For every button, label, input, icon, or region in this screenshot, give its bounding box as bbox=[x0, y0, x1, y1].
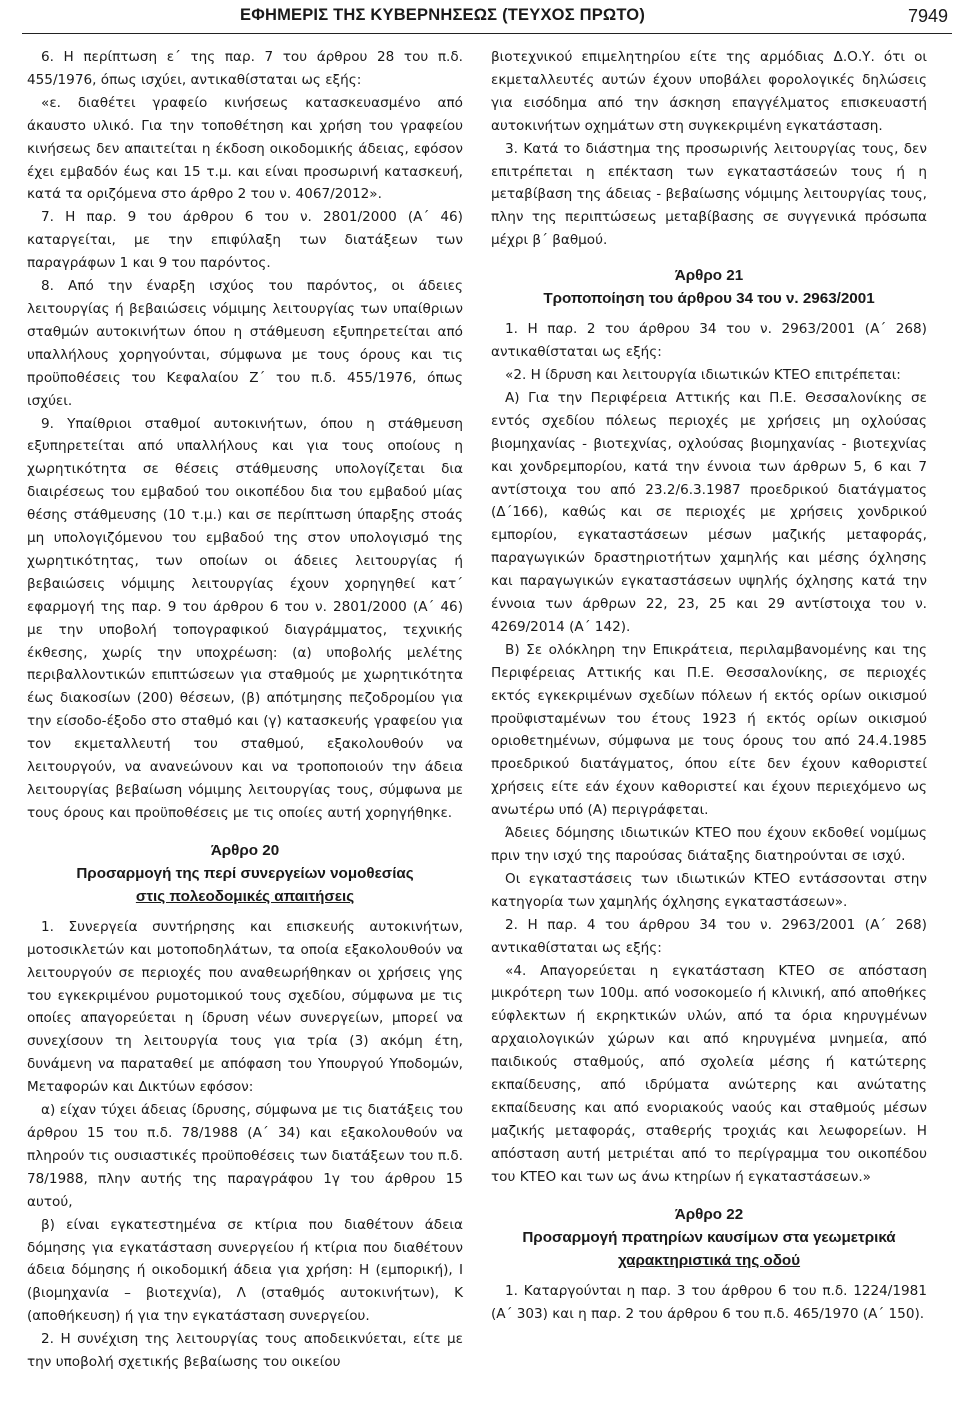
paragraph: 6. Η περίπτωση ε΄ της παρ. 7 του άρθρου 28 του π.δ. 455/1976, όπως ισχύει, αντικαθίσταται ως εξής: bbox=[27, 49, 463, 88]
article-21-number: Άρθρο 21 bbox=[674, 267, 744, 285]
article-20-number: Άρθρο 20 bbox=[210, 841, 280, 859]
page-header bbox=[0, 6, 960, 26]
paragraph: β) είναι εγκατεστημένα σε κτίρια που διαθέτουν άδεια δόμησης για εγκατάσταση συνεργείου ή κτίρια που διαθέτουν άδεια δόμησης ή οικοδομική άδεια για χρήση: Η (εμπορική), Ι (βιομηχανία – βιοτεχνία), Λ (σταθμός αυτοκινήτων), Κ (αποθήκευση) ή για την εγκατάσταση συνεργείου. bbox=[27, 1216, 463, 1325]
paragraph: 9. Υπαίθριοι σταθμοί αυτοκινήτων, όπου η στάθμευση εξυπηρετείται από υπαλλήλους και για τους οποίους η χωρητικότητα σε θέσεις στάθμευσης υπολογίζεται δια διαιρέσεως του εμβαδού του οικοπέδου δια του εμβαδού μίας θέσης στάθμευσης (10 τ.μ.) και σε περίπτωση ύπαρξης στοάς μη υπολογιζόμενου του εμβαδού της στον υπολογισμό της χωρητικότητας, των οποίων οι άδειες λειτουργίας ή βεβαιώσεις νόμιμης λειτουργίας έχουν χορηγηθεί κατ΄ εφαρμογή της παρ. 9 του άρθρου 6 του ν. 2801/2000 (Α΄ 46) με την υποβολή τοπογραφικού διαγράμματος, τεχνικής έκθεσης, χωρίς την υποχρέωση: (α) υποβολής μελέτης περιβαλλοντικών επιπτώσεων για σταθμούς με χωρητικότητα έως διακοσίων (200) θέσεων, (β) απότμησης πεζοδρομίου για την είσοδο-έξοδο στο σταθμό και (γ) κατασκευής γραφείου για τον εκμεταλλευτή του σταθμού, εξακολουθούν να λειτουργούν, να ανανεώνουν και να τροποποιούν την άδεια λειτουργίας βεβαίωση νόμιμης λειτουργίας τους, σύμφωνα με τους όρους και προϋποθέσεις με τις οποίες αυτή χορηγήθηκε. bbox=[27, 415, 463, 821]
paragraph: 8. Από την έναρξη ισχύος του παρόντος, οι άδειες λειτουργίας ή βεβαιώσεις νόμιμης λειτουργίας των υπαίθριων σταθμών αυτοκινήτων όπου η στάθμευση εξυπηρετείται από υπαλλήλους χορηγούνται, σύμφωνα με τους όρους και τις προϋποθέσεις του Κεφαλαίου Ζ΄ του π.δ. 455/1976, όπως ισχύει. bbox=[27, 278, 463, 409]
paragraph: 7. Η παρ. 9 του άρθρου 6 του ν. 2801/2000 (Α΄ 46) καταργείται, με την επιφύλαξη των διατάξεων των παραγράφων 1 και 9 του παρόντος. bbox=[27, 209, 463, 272]
article-22-number: Άρθρο 22 bbox=[674, 1205, 744, 1223]
left-column bbox=[27, 46, 463, 1374]
article-20-title-line2: στις πολεοδομικές απαιτήσεις bbox=[135, 887, 355, 905]
paragraph: Οι εγκαταστάσεις των ιδιωτικών ΚΤΕΟ εντάσσονται στην κατηγορία των χαμηλής όχλησης εγκαταστάσεων». bbox=[491, 870, 927, 910]
paragraph: 1. Καταργούνται η παρ. 3 του άρθρου 6 του π.δ. 1224/1981 (Α΄ 303) και η παρ. 2 του άρθρου 6 του π.δ. 465/1970 (Α΄ 150). bbox=[491, 1282, 927, 1322]
paragraph: 2. Η παρ. 4 του άρθρου 34 του ν. 2963/2001 (Α΄ 268) αντικαθίσταται ως εξής: bbox=[491, 916, 927, 956]
paragraph: Άδειες δόμησης ιδιωτικών ΚΤΕΟ που έχουν εκδοθεί νομίμως πριν την ισχύ της παρούσας διάταξης διατηρούνται σε ισχύ. bbox=[491, 825, 927, 864]
paragraph: «2. Η ίδρυση και λειτουργία ιδιωτικών ΚΤΕΟ επιτρέπεται: bbox=[505, 366, 901, 383]
paragraph: Β) Σε ολόκληρη την Επικράτεια, περιλαμβανομένης και της Περιφέρειας Αττικής και Π.Ε. Θεσσαλονίκης, σε περιοχές εκτός εγκεκριμένων σχεδίων πόλεων ή εκτός ορίων οικισμού προϋφισταμένων του έτους 1923 ή εκτός ορίων οικισμού οριοθετημένων, σύμφωνα με τους όρους του από 24.4.1985 προεδρικού διατάγματος, όπου είτε δεν έχουν καθοριστεί χρήσεις είτε εάν έχουν καθοριστεί και έχουν περιεχόμενο ως ανωτέρω υπό (Α) περιγράφεται. bbox=[491, 641, 927, 819]
header-divider bbox=[22, 33, 952, 34]
paragraph: «ε. διαθέτει γραφείο κινήσεως κατασκευασμένο από άκαυστο υλικό. Για την τοποθέτηση και χρήση του γραφείου κινήσεως δεν απαιτείται η έκδοση οικοδομικής άδειας, εφόσον έχει εμβαδόν έως και 15 τ.μ. και είναι προσωρινή κατασκευή, κατά τα οριζόμενα στο άρθρο 2 του ν. 4067/2012». bbox=[27, 94, 463, 203]
paragraph: βιοτεχνικού επιμελητηρίου είτε της αρμόδιας Δ.Ο.Υ. ότι οι εκμεταλλευτές αυτών έχουν υποβάλει φορολογικές δηλώσεις για εισόδημα από την άσκηση επαγγέλματος επισκευαστή αυτοκινήτων οχημάτων στη συγκεκριμένη εγκατάσταση. bbox=[491, 49, 927, 134]
paragraph: Α) Για την Περιφέρεια Αττικής και Π.Ε. Θεσσαλονίκης σε εντός σχεδίου πόλεως περιοχές με χρήσεις μη οχλούσας βιομηχανίας - βιοτεχνίας, οχλούσας βιομηχανίας - βιοτεχνίας και χονδρεμπορίου, κατά την έννοια των άρθρων 5, 6 και 7 αντίστοιχα του από 23.2/6.3.1987 προεδρικού διατάγματος (Δ΄166), καθώς και σε περιοχές με χρήσεις χονδρικού εμπορίου, εγκαταστάσεων μέσων μαζικής μεταφοράς, παραγωγικών δραστηριοτήτων χαμηλής και μέσης όχλησης και παραγωγικών εγκαταστάσεων υψηλής όχλησης κατά την έννοια των άρθρων 22, 23, 25 και 29 αντίστοιχα του ν. 4269/2014 (Α΄ 142). bbox=[491, 389, 927, 635]
article-21-title: Τροποποίηση του άρθρου 34 του ν. 2963/2001 bbox=[543, 290, 875, 308]
article-20-title-line1: Προσαρμογή της περί συνεργείων νομοθεσίας bbox=[76, 864, 414, 882]
paragraph: 2. Η συνέχιση της λειτουργίας τους αποδεικνύεται, είτε με την υποβολή σχετικής βεβαίωσης του οικείου bbox=[27, 1331, 463, 1371]
gazette-title: ΕΦΗΜΕΡΙΣ ΤΗΣ ΚΥΒΕΡΝΗΣΕΩΣ (ΤΕΥΧΟΣ ΠΡΩΤΟ) bbox=[240, 6, 646, 24]
paragraph: α) είχαν τύχει άδειας ίδρυσης, σύμφωνα με τις διατάξεις του άρθρου 15 του π.δ. 78/1988 (Α΄ 34) και εξακολουθούν να πληρούν τις ουσιαστικές προϋποθέσεις των διατάξεων του π.δ. 78/1988, πλην αυτής της παραγράφου 1γ του άρθρου 15 αυτού, bbox=[27, 1102, 463, 1210]
paragraph: 1. Συνεργεία συντήρησης και επισκευής αυτοκινήτων, μοτοσικλετών και μοτοποδηλάτων, τα οποία εξακολουθούν να λειτουργούν σε περιοχές που αναθεωρήθηκαν οι χρήσεις γης του εγκεκριμένου ρυμοτομικού τους σχεδίου, σύμφωνα με τις οποίες απαγορεύεται η ίδρυση νέων συνεργείων, μπορεί να συνεχίσουν τη λειτουργία τους για τρία (3) ακόμη έτη, δυνάμενη να παραταθεί με απόφαση του Υπουργού Υποδομών, Μεταφορών και Δικτύων εφόσον: bbox=[27, 918, 463, 1096]
article-22-title-line2: χαρακτηριστικά της οδού bbox=[617, 1251, 801, 1269]
paragraph: 1. Η παρ. 2 του άρθρου 34 του ν. 2963/2001 (Α΄ 268) αντικαθίσταται ως εξής: bbox=[491, 321, 927, 361]
right-column bbox=[491, 46, 927, 1325]
article-22-title-line1: Προσαρμογή πρατηρίων καυσίμων στα γεωμετρικά bbox=[522, 1228, 896, 1246]
page-number: 7949 bbox=[907, 6, 948, 26]
paragraph: «4. Απαγορεύεται η εγκατάσταση ΚΤΕΟ σε απόσταση μικρότερη των 100μ. από νοσοκομείο ή κλινική, από αποθήκες εύφλεκτων ή εκρηκτικών υλών, από τα όρια κηρυγμένων αρχαιολογικών χώρων και από κηρυγμένα μνημεία, από παιδικούς σταθμούς, από σχολεία μέσης ή κατώτερης εκπαίδευσης, από ιδρύματα ανώτερης και ανώτατης εκπαίδευσης και από ενοριακούς ναούς και σταθμούς μέσων μαζικής μεταφοράς, σταθερής τροχιάς και λεωφορείων. Η απόσταση αυτή μετριέται από το περίγραμμα του οικοπέδου του ΚΤΕΟ και των ως άνω κτηρίων ή εγκαταστάσεων.» bbox=[491, 962, 927, 1185]
paragraph: 3. Κατά το διάστημα της προσωρινής λειτουργίας τους, δεν επιτρέπεται η επέκταση των εγκαταστάσεών τους ή η μεταβίβαση της άδειας - βεβαίωσης νόμιμης λειτουργίας τους, πλην της περιπτώσεως μεταβίβασης σε συγγενικά πρόσωπα μέχρι β΄ βαθμού. bbox=[491, 140, 927, 249]
